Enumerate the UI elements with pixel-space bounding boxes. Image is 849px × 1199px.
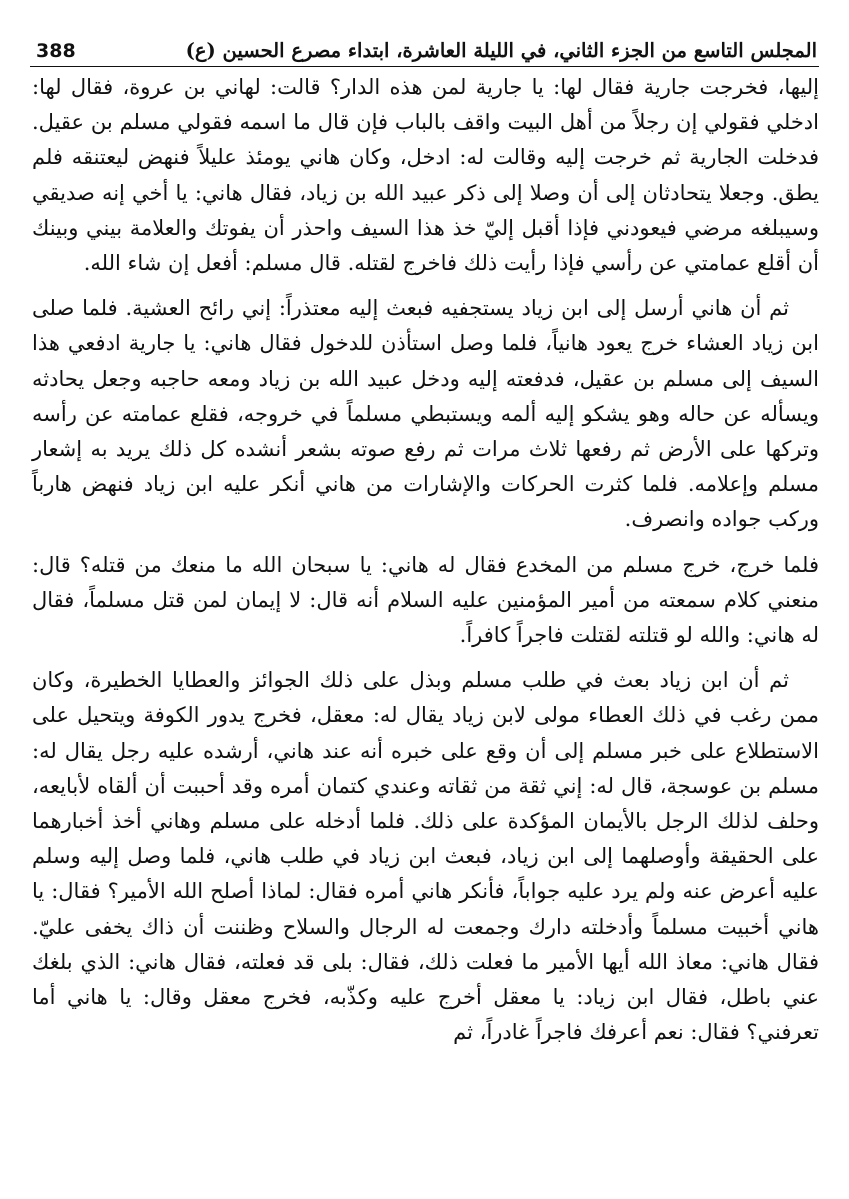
header-divider — [30, 66, 819, 67]
body-text — [32, 70, 819, 1050]
paragraph: إليها، فخرجت جارية فقال لها: يا جارية لمن هذه الدار؟ قالت: لهاني بن عروة، فقال لها: ادخلي فقولي إن رجلاً من أهل البيت واقف بالباب فإن قال ما اسمه فقولي مسلم بن عقيل. فدخلت الجارية ثم خرجت إليه وقالت له: ادخل، وكان هاني يومئذ عليلاً فنهض ليعتنقه فلم يطق. وجعلا يتحادثان إلى أن وصلا إلى ذكر عبيد الله بن زياد، فقال هاني: يا أخي إنه صديقي وسيبلغه مرضي فيعودني فإذا أقبل إليّ خذ هذا السيف واحذر أن يفوتك والعلامة بيني وبينك أن أقلع عمامتي عن رأسي فإذا رأيت ذلك فاخرج لقتله. قال مسلم: أفعل إن شاء الله. — [32, 75, 819, 276]
paragraph: ثم أن ابن زياد بعث في طلب مسلم وبذل على ذلك الجوائز والعطايا الخطيرة، وكان ممن رغب في ذلك العطاء مولى لابن زياد يقال له: معقل، فخرج يدور الكوفة ويتحيل على الاستطلاع على خبر مسلم إلى أن وقع على خبره أنه عند هاني، أرشده عليه رجل يقال له: مسلم بن عوسجة، قال له: إني ثقة من ثقاته وعندي كتمان أمره وقد أحببت أن ألقاه لأبايعه، وحلف لذلك الرجل بالأيمان المؤكدة على ذلك. فلما أدخله على مسلم وهاني أخذ أخبارهما على الحقيقة وأوصلهما إلى ابن زياد، فبعث ابن زياد في طلب هاني، فلما وصل إليه وسلم عليه أعرض عنه ولم يرد عليه جواباً، فأنكر هاني أمره فقال: لماذا أصلح الله الأمير؟ فقال: يا هاني أخبيت مسلماً وأدخلته دارك وجمعت له الرجال والسلاح وظننت أن ذاك يخفى عليّ. فقال هاني: معاذ الله أيها الأمير ما فعلت ذلك، فقال: بلى قد فعلته، فقال هاني: الذي بلغك عني باطل، فقال ابن زياد: يا معقل أخرج عليه وكذّبه، فخرج معقل وقال: يا هاني أما تعرفني؟ فقال: نعم أعرفك فاجراً غادراً، ثم — [32, 668, 819, 1045]
paragraph: ثم أن هاني أرسل إلى ابن زياد يستجفيه فبعث إليه معتذراً: إني رائح العشية. فلما صلى ابن زياد العشاء خرج يعود هانياً، فلما وصل استأذن للدخول فقال هاني: يا جارية ادفعي هذا السيف إلى مسلم بن عقيل، فدفعته إليه ودخل عبيد الله بن زياد ومعه حاجبه وجعل يحادثه ويسأله عن حاله وهو يشكو إليه ألمه ويستبطي مسلماً في خروجه، فقلع عمامته عن رأسه وتركها على الأرض ثم رفعها ثلاث مرات ثم رفع صوته بشعر أنشده كل ذلك يريد به إشعار مسلم وإعلامه. فلما كثرت الحركات والإشارات من هاني أنكر عليه ابن زياد فنهض هارباً وركب جواده وانصرف. — [32, 296, 819, 532]
page-header — [36, 26, 817, 62]
paragraph: فلما خرج، خرج مسلم من المخدع فقال له هاني: يا سبحان الله ما منعك من قتله؟ قال: منعني كلام سمعته من أمير المؤمنين عليه السلام أنه قال: لا إيمان لمن قتل مسلماً، فقال له هاني: والله لو قتلته لقتلت فاجراً كافراً. — [32, 552, 819, 648]
page-number: 388 — [36, 40, 76, 62]
running-title: المجلس التاسع من الجزء الثاني، في الليلة العاشرة، ابتداء مصرع الحسين (ع) — [185, 39, 817, 62]
